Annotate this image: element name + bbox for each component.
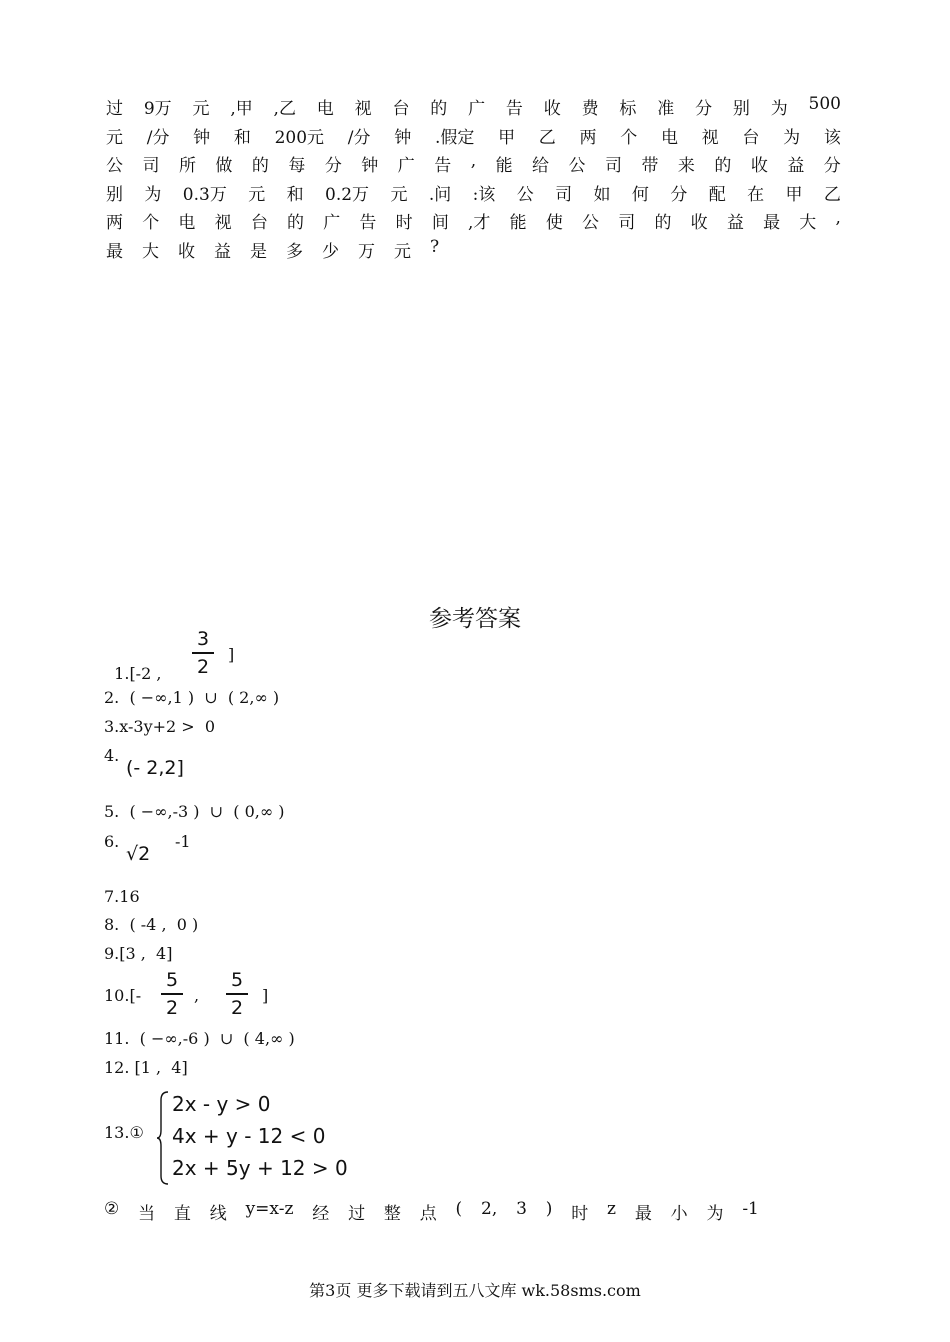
answer-13-part-2-token: ( (455, 1199, 463, 1219)
problem-token: 准 (657, 99, 675, 119)
problem-line (106, 208, 841, 233)
answer-13-part-2 (104, 1199, 759, 1224)
problem-token: 能 (495, 156, 513, 176)
answer-13-part-2-token: 经 (312, 1204, 330, 1224)
answer-11: 11. ( −∞,-6 ) ∪ ( 4,∞ ) (104, 1029, 295, 1048)
answer-13-part-2-token: z (607, 1199, 616, 1219)
problem-line (106, 123, 841, 148)
problem-token: 和 (233, 128, 251, 148)
answer-6-label: 6. (104, 832, 120, 851)
problem-token: 视 (701, 128, 719, 148)
fraction-denominator: 2 (165, 996, 179, 1019)
problem-token: 收 (690, 213, 708, 233)
answer-13-part-2-token: 当 (138, 1204, 156, 1224)
problem-token: 分 (670, 185, 688, 205)
problem-token: 别 (106, 185, 123, 205)
problem-token: 电 (660, 128, 678, 148)
problem-token: 分 (823, 156, 841, 176)
answer-13-part-2-token: 3 (516, 1199, 527, 1219)
answer-13-part-2-token: 整 (383, 1204, 401, 1224)
problem-token: 少 (322, 242, 339, 262)
answer-13-label: 13.① (104, 1123, 144, 1142)
problem-token: 为 (783, 128, 801, 148)
answer-1-suffix: ] (228, 645, 235, 664)
problem-token: 司 (618, 213, 636, 233)
answer-13-part-2-token: 最 (634, 1204, 652, 1224)
problem-token: 来 (677, 156, 695, 176)
problem-token: :该 (472, 185, 496, 205)
problem-token: 万 (358, 242, 375, 262)
problem-token: 司 (604, 156, 622, 176)
problem-token: 每 (288, 156, 306, 176)
fraction-denominator: 2 (196, 655, 210, 678)
problem-token: 别 (732, 99, 750, 119)
problem-token: 台 (742, 128, 760, 148)
problem-line (106, 151, 841, 176)
answer-10-comma: , (194, 986, 200, 1005)
problem-token: 甲 (498, 128, 516, 148)
problem-token: 为 (770, 99, 788, 119)
answer-3: 3.x-3y+2 > 0 (104, 717, 216, 736)
problem-line (106, 94, 841, 119)
problem-token: .问 (428, 185, 452, 205)
answer-10-fraction-1 (161, 969, 183, 1019)
problem-token: 500 (808, 94, 841, 114)
problem-token: 分 (695, 99, 713, 119)
answer-13-part-2-token: 小 (670, 1204, 688, 1224)
problem-token: 告 (359, 213, 377, 233)
answer-8: 8. ( -4 , 0 ) (104, 915, 199, 934)
problem-token: 是 (250, 242, 267, 262)
answers-title: 参考答案 (429, 606, 521, 632)
problem-token: 公 (582, 213, 600, 233)
answer-7: 7.16 (104, 887, 140, 906)
answer-13-part-2-token: 过 (348, 1204, 366, 1224)
problem-token: 所 (178, 156, 196, 176)
problem-token: 大 (142, 242, 159, 262)
problem-token: 钟 (394, 128, 412, 148)
problem-token: 过 (106, 99, 123, 119)
problem-line (106, 180, 841, 205)
answer-5: 5. ( −∞,-3 ) ∪ ( 0,∞ ) (104, 802, 285, 821)
answer-13-part-2-token: 点 (419, 1204, 437, 1224)
problem-token: 元 (394, 242, 411, 262)
problem-token: 两 (106, 213, 123, 233)
problem-token: 电 (316, 99, 334, 119)
problem-token: , (835, 208, 841, 228)
problem-token: 乙 (538, 128, 556, 148)
answer-6-sqrt: √2 (126, 843, 151, 865)
problem-token: 多 (286, 242, 303, 262)
problem-token: 广 (323, 213, 341, 233)
problem-token: 甲 (785, 185, 803, 205)
page-footer: 第3页 更多下载请到五八文库 wk.58sms.com (309, 1281, 641, 1300)
problem-token: 电 (178, 213, 196, 233)
problem-token: 带 (641, 156, 659, 176)
problem-token: 间 (431, 213, 449, 233)
problem-token: 的 (714, 156, 732, 176)
fraction-denominator: 2 (230, 996, 244, 1019)
answer-13-part-2-token: 为 (706, 1204, 724, 1224)
problem-token: 的 (430, 99, 448, 119)
problem-token: 的 (251, 156, 269, 176)
answer-13-part-2-token: -1 (742, 1199, 759, 1219)
problem-token: 标 (619, 99, 637, 119)
inequality-3: 2x + 5y + 12 > 0 (172, 1156, 348, 1180)
problem-token: 9万 (143, 99, 172, 119)
problem-token: 台 (250, 213, 268, 233)
fraction-numerator: 5 (230, 969, 244, 991)
brace-icon (156, 1090, 170, 1186)
fraction-numerator: 5 (165, 969, 179, 991)
problem-token: 使 (545, 213, 563, 233)
answer-10-prefix: 10.[- (104, 986, 142, 1005)
problem-token: 司 (142, 156, 160, 176)
problem-token: 最 (106, 242, 123, 262)
problem-token: 视 (354, 99, 372, 119)
answer-4-math: (- 2,2] (126, 757, 184, 779)
problem-token: 大 (799, 213, 817, 233)
problem-token: 视 (214, 213, 232, 233)
answer-10-suffix: ] (262, 986, 269, 1005)
problem-token: 在 (747, 185, 765, 205)
problem-token: 收 (750, 156, 768, 176)
problem-token: 时 (395, 213, 413, 233)
answer-10-fraction-2 (226, 969, 248, 1019)
problem-token: /分 (146, 128, 170, 148)
problem-token: ,才 (468, 213, 491, 233)
problem-token: 广 (397, 156, 415, 176)
answer-1-prefix: 1.[-2 , (114, 664, 162, 683)
problem-token: 益 (726, 213, 744, 233)
problem-token: 司 (555, 185, 573, 205)
answer-13-part-2-token: ) (545, 1199, 553, 1219)
problem-token: 公 (516, 185, 534, 205)
problem-token: 该 (823, 128, 841, 148)
problem-token: 个 (142, 213, 160, 233)
problem-token: 的 (654, 213, 672, 233)
problem-token: ,乙 (273, 99, 296, 119)
problem-token: , (470, 151, 477, 171)
answer-4-label: 4. (104, 746, 120, 765)
problem-token: 能 (509, 213, 527, 233)
problem-token: 钟 (193, 128, 211, 148)
inequality-system (172, 1088, 348, 1184)
answer-13-part-2-token: 直 (173, 1204, 191, 1224)
problem-token: 钟 (361, 156, 379, 176)
answer-1-fraction (192, 628, 214, 678)
answer-13-part-2-token: 2, (481, 1199, 498, 1219)
problem-token: 何 (631, 185, 649, 205)
problem-token: 公 (106, 156, 123, 176)
problem-token: 如 (593, 185, 611, 205)
answer-12: 12. [1 , 4] (104, 1058, 188, 1077)
problem-token: 益 (214, 242, 231, 262)
problem-token: 元 (390, 185, 408, 205)
problem-token: 元 (106, 128, 123, 148)
answer-13-part-2-token: 线 (209, 1204, 227, 1224)
problem-token: 台 (392, 99, 410, 119)
problem-token: 做 (215, 156, 233, 176)
answer-13-part-2-token: ② (104, 1199, 120, 1219)
problem-token: 元 (248, 185, 266, 205)
problem-token: 元 (192, 99, 210, 119)
answer-6-suffix: -1 (175, 832, 191, 851)
problem-token: 益 (787, 156, 805, 176)
problem-token: 费 (581, 99, 599, 119)
problem-token: 公 (568, 156, 586, 176)
answer-2: 2. ( −∞,1 ) ∪ ( 2,∞ ) (104, 688, 280, 707)
problem-token: 最 (763, 213, 781, 233)
fraction-numerator: 3 (196, 628, 210, 650)
problem-token: .假定 (434, 128, 475, 148)
answer-1 (104, 645, 161, 683)
answer-13-part-2-token: y=x-z (245, 1199, 294, 1219)
inequality-1: 2x - y > 0 (172, 1092, 271, 1116)
fraction-bar (192, 652, 214, 654)
problem-token: 和 (286, 185, 304, 205)
problem-token: /分 (347, 128, 371, 148)
problem-token: 告 (434, 156, 452, 176)
problem-token: 0.2万 (325, 185, 370, 205)
problem-token: 200元 (274, 128, 325, 148)
inequality-2: 4x + y - 12 < 0 (172, 1124, 326, 1148)
problem-token: 0.3万 (182, 185, 227, 205)
problem-token: 两 (579, 128, 597, 148)
problem-line (106, 237, 841, 262)
problem-token: 为 (144, 185, 162, 205)
problem-token: 分 (324, 156, 342, 176)
problem-token: 给 (532, 156, 550, 176)
problem-token: ? (430, 237, 440, 257)
answer-9: 9.[3 , 4] (104, 944, 173, 963)
problem-token: 配 (708, 185, 726, 205)
problem-token: 个 (620, 128, 638, 148)
problem-token: ,甲 (230, 99, 253, 119)
problem-token: 告 (505, 99, 523, 119)
problem-token: 乙 (823, 185, 841, 205)
problem-token: 广 (468, 99, 486, 119)
answer-13-part-2-token: 时 (571, 1204, 589, 1224)
fraction-bar (226, 993, 248, 995)
fraction-bar (161, 993, 183, 995)
problem-token: 的 (287, 213, 305, 233)
problem-token: 收 (543, 99, 561, 119)
problem-token: 收 (178, 242, 195, 262)
